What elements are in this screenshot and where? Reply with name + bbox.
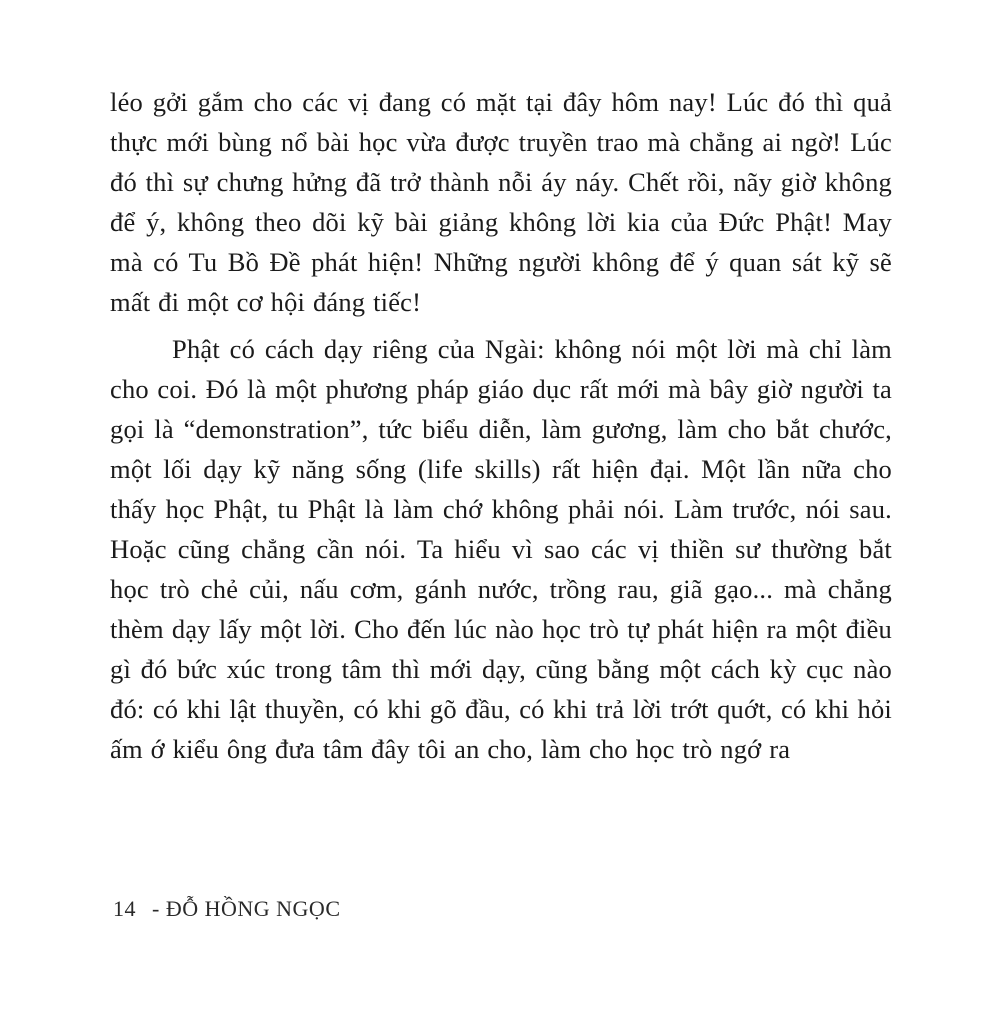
page-number: 14 bbox=[113, 896, 136, 921]
page-footer bbox=[113, 896, 341, 922]
paragraph: Phật có cách dạy riêng của Ngài: không nói một lời mà chỉ làm cho coi. Đó là một phương pháp giáo dục rất mới mà bây giờ người ta gọi là “demonstration”, tức biểu diễn, làm gương, làm cho bắt chước, một lối dạy kỹ năng sống (life skills) rất hiện đại. Một lần nữa cho thấy học Phật, tu Phật là làm chớ không phải nói. Làm trước, nói sau. Hoặc cũng chẳng cần nói. Ta hiểu vì sao các vị thiền sư thường bắt học trò chẻ củi, nấu cơm, gánh nước, trồng rau, giã gạo... mà chẳng thèm dạy lấy một lời. Cho đến lúc nào học trò tự phát hiện ra một điều gì đó bức xúc trong tâm thì mới dạy, cũng bằng một cách kỳ cục nào đó: có khi lật thuyền, có khi gõ đầu, có khi trả lời trớt quớt, có khi hỏi ấm ớ kiểu ông đưa tâm đây tôi an cho, làm cho học trò ngớ ra bbox=[110, 334, 892, 764]
footer-author: - ĐỖ HỒNG NGỌC bbox=[152, 896, 341, 921]
text-block bbox=[110, 82, 892, 769]
paragraph-continuation: léo gởi gắm cho các vị đang có mặt tại đây hôm nay! Lúc đó thì quả thực mới bùng nổ bài học vừa được truyền trao mà chẳng ai ngờ! Lúc đó thì sự chưng hửng đã trở thành nỗi áy náy. Chết rồi, nãy giờ không để ý, không theo dõi kỹ bài giảng không lời kia của Đức Phật! May mà có Tu Bồ Đề phát hiện! Những người không để ý quan sát kỹ sẽ mất đi một cơ hội đáng tiếc! bbox=[110, 87, 892, 317]
